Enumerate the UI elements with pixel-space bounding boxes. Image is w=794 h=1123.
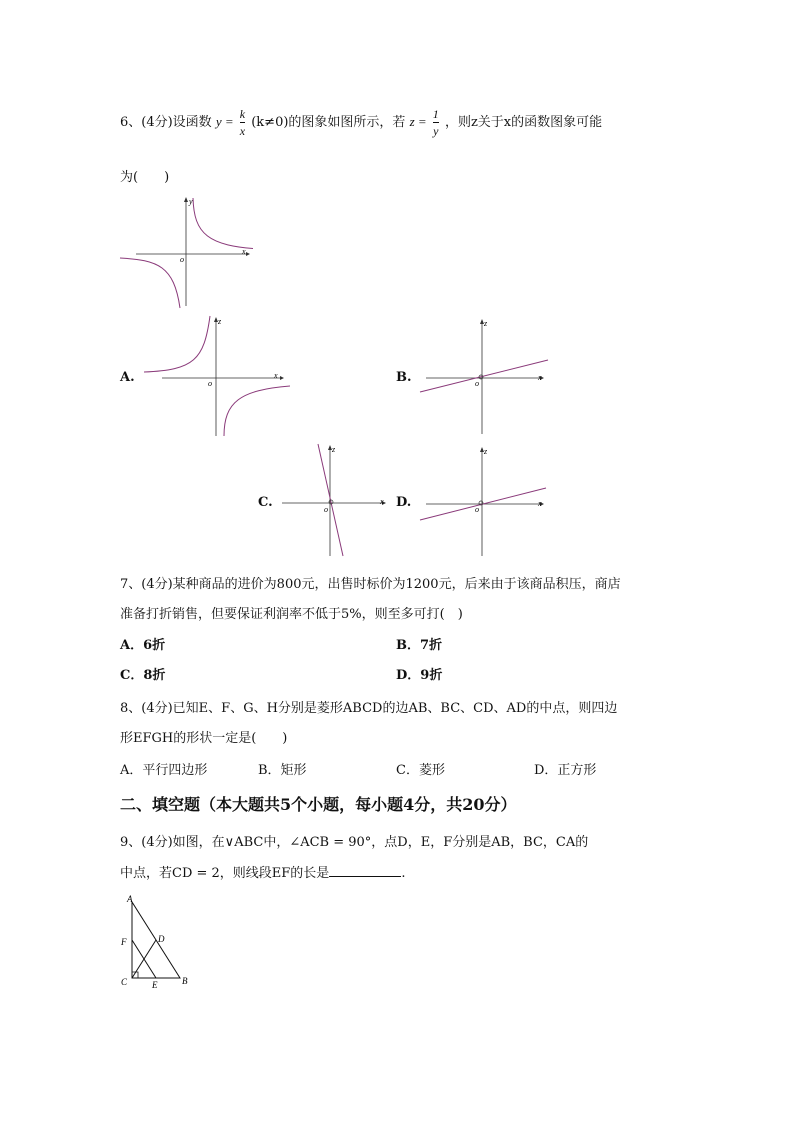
- option-d-graph[interactable]: [418, 446, 552, 558]
- q7-line1: 7、(4分)某种商品的进价为800元，出售时标价为1200元，后来由于该商品积压，商店: [120, 577, 621, 592]
- axis-z-label: z: [484, 319, 488, 328]
- axis-z-label: z: [484, 447, 488, 456]
- origin-label: o: [208, 379, 212, 388]
- q8-line2: 形EFGH的形状一定是( ): [120, 731, 288, 746]
- q8-line1: 8、(4分)已知E、F、G、H分别是菱形ABCD的边AB、BC、CD、AD的中点，则四边: [120, 701, 618, 716]
- branch-q4: [224, 386, 290, 436]
- origin-label: o: [475, 379, 479, 388]
- section-heading: 二、填空题（本大题共5个小题，每小题4分，共20分）: [120, 795, 517, 814]
- axis-x-label: x: [538, 499, 542, 508]
- q7-option-d[interactable]: D．9折: [396, 668, 443, 683]
- q7-option-c[interactable]: C．8折: [120, 668, 166, 683]
- option-b-graph[interactable]: [418, 318, 552, 436]
- q6-line2: 为( ): [120, 170, 170, 185]
- q8-option-b[interactable]: B．矩形: [258, 763, 307, 778]
- answer-blank[interactable]: [329, 864, 401, 877]
- option-a-graph[interactable]: [144, 314, 290, 438]
- option-c-graph[interactable]: [280, 442, 392, 558]
- q8-option-c[interactable]: C．菱形: [396, 763, 445, 778]
- option-b-label[interactable]: B.: [396, 370, 412, 385]
- label-c: C: [121, 977, 128, 987]
- line-positive-slope: [420, 360, 548, 392]
- label-b: B: [182, 976, 188, 986]
- origin-label: o: [180, 255, 184, 264]
- fraction-1-over-y: $\frac{1}{y}$: [432, 107, 439, 138]
- x-arrow: [280, 376, 284, 380]
- x-arrow: [246, 252, 250, 256]
- y-arrow: [184, 197, 188, 202]
- axis-z-label: z: [218, 317, 222, 326]
- axis-z-label: z: [332, 445, 336, 454]
- branch-q3: [120, 258, 180, 308]
- q8-option-d[interactable]: D．正方形: [534, 763, 597, 778]
- q7-line2: 准备打折销售，但要保证利润率不低于5%，则至多可打( ): [120, 607, 463, 622]
- origin-label: o: [475, 505, 479, 514]
- origin-label: o: [324, 505, 328, 514]
- option-a-label[interactable]: A.: [120, 370, 135, 385]
- q7-option-b[interactable]: B．7折: [396, 638, 443, 653]
- fraction-k-over-x: $\frac{k}{x}$: [239, 107, 246, 138]
- branch-q2: [144, 316, 210, 372]
- given-hyperbola-graph: [118, 194, 253, 310]
- axis-x-label: x: [274, 371, 278, 380]
- option-c-label[interactable]: C.: [258, 495, 273, 510]
- q7-option-a[interactable]: A．6折: [120, 638, 166, 653]
- axis-y-label: y: [189, 197, 193, 206]
- q9-line1: 9、(4分)如图，在∨ABC中，∠ACB = 90°，点D，E，F分别是AB，BC，CA的: [120, 835, 589, 850]
- q6-line1: 6、(4分)设函数 y = $\frac{k}{x}$ (k≠0)的图象如图所示，若 z = $\frac{1}{y}$ ，则z关于x的函数图象可能: [120, 107, 603, 138]
- label-e: E: [152, 980, 158, 990]
- axis-x-label: x: [538, 373, 542, 382]
- axis-x-label: x: [242, 247, 246, 256]
- triangle-figure: [116, 892, 196, 992]
- label-f: F: [121, 937, 127, 947]
- axis-x-label: x: [380, 497, 384, 506]
- label-a: A: [127, 894, 133, 904]
- q9-line2: 中点，若CD = 2，则线段EF的长是 .: [120, 866, 406, 881]
- q8-option-a[interactable]: A．平行四边形: [120, 763, 208, 778]
- label-d: D: [158, 934, 165, 944]
- option-d-label[interactable]: D.: [396, 495, 412, 510]
- branch-q1: [193, 198, 253, 249]
